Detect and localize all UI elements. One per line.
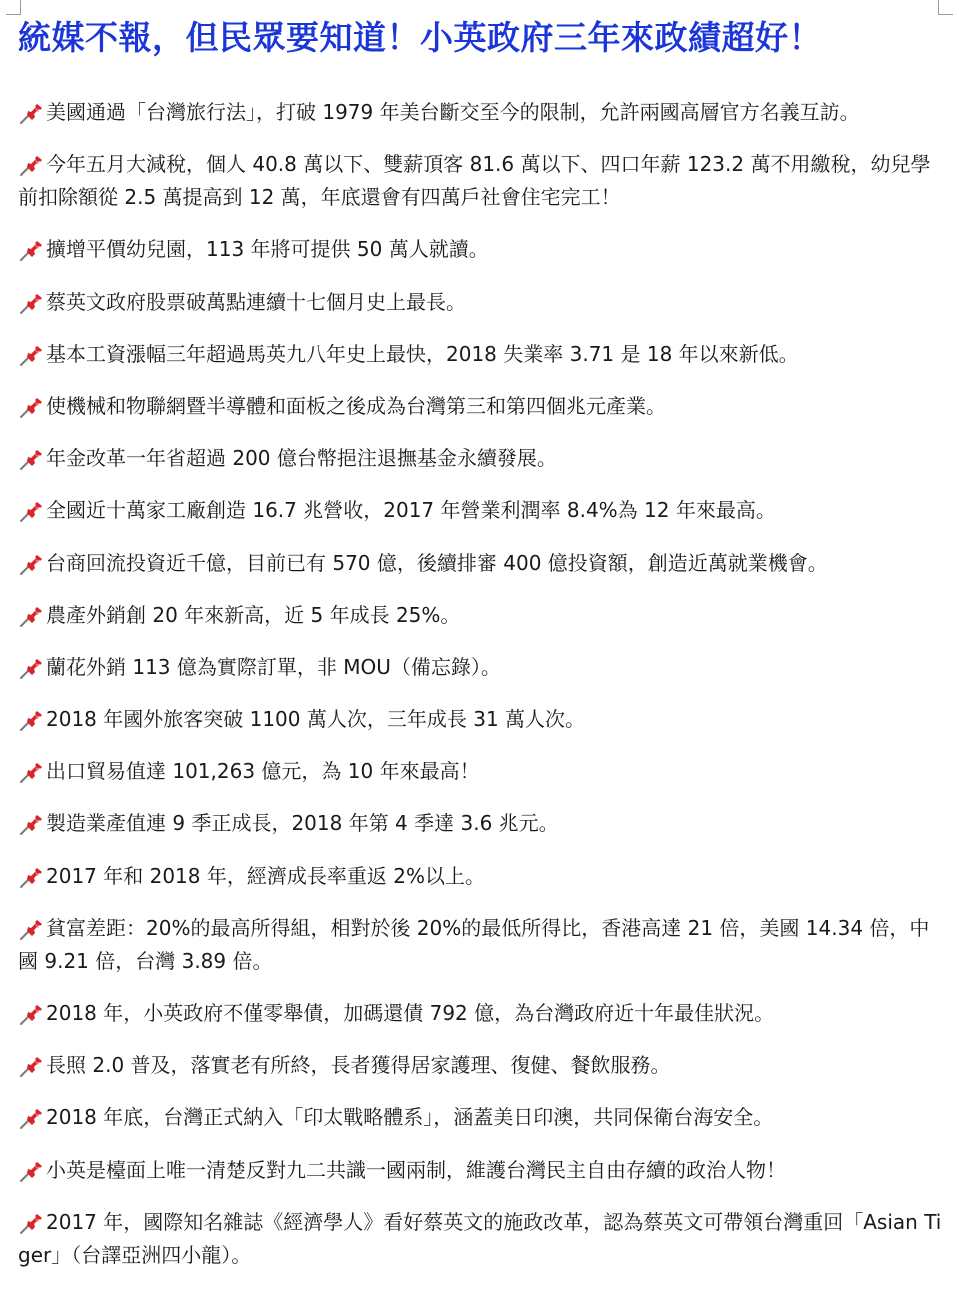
list-item-text: 2017 年和 2018 年，經濟成長率重返 2%以上。 [46,863,485,888]
list-item-text: 長照 2.0 普及，落實老有所終，長者獲得居家護理、復健、餐飲服務。 [46,1053,671,1078]
list-item [18,703,943,736]
pushpin-icon [18,239,44,261]
list-item [18,390,943,423]
pushpin-icon [18,154,44,176]
page-title: 統媒不報，但民眾要知道！小英政府三年來政績超好！ [18,18,822,57]
list-item-text: 2018 年，小英政府不僅零舉債，加碼還債 792 億，為台灣政府近十年最佳狀況。 [46,1001,775,1025]
pushpin-icon [18,657,44,679]
list-item-text: 擴增平價幼兒園，113 年將可提供 50 萬人就讀。 [46,237,489,262]
pushpin-icon [18,1003,44,1025]
list-item [18,912,943,978]
list-item [18,860,943,893]
list-item [18,1206,943,1272]
list-item [18,1049,943,1082]
list-item [18,547,943,580]
achievement-list [18,96,943,1272]
pushpin-icon [18,292,44,314]
pushpin-icon [18,102,44,124]
list-item-text: 美國通過「台灣旅行法」，打破 1979 年美台斷交至今的限制，允許兩國高層官方名義互訪。 [46,100,860,124]
pushpin-icon [18,709,44,731]
crop-mark-left [6,0,21,15]
list-item-text: 農產外銷創 20 年來新高，近 5 年成長 25%。 [46,602,461,627]
list-item-text: 貧富差距：20%的最高所得組，相對於後 20%的最低所得比，香港高達 21 倍，美國 14.34 倍，中國 9.21 倍，台灣 3.89 倍。 [18,915,930,973]
list-item-text: 蘭花外銷 113 億為實際訂單，非 MOU（備忘錄）。 [46,654,501,679]
list-item [18,494,943,527]
list-item-text: 使機械和物聯網暨半導體和面板之後成為台灣第三和第四個兆元產業。 [46,393,666,418]
list-item [18,807,943,840]
pushpin-icon [18,396,44,418]
list-item-text: 2018 年底，台灣正式納入「印太戰略體系」，涵蓋美日印澳，共同保衛台海安全。 [46,1105,774,1130]
crop-mark-right [938,0,953,15]
list-item [18,442,943,475]
list-item-text: 出口貿易值達 101,263 億元，為 10 年來最高！ [46,759,480,784]
list-item [18,755,943,788]
pushpin-icon [18,344,44,366]
list-item [18,286,943,319]
list-item [18,148,943,214]
list-item-text: 蔡英文政府股票破萬點連續十七個月史上最長。 [46,289,466,314]
list-item [18,1154,943,1187]
list-item-text: 今年五月大減稅，個人 40.8 萬以下、雙薪頂客 81.6 萬以下、四口年薪 123.2 萬不用繳稅，幼兒學前扣除額從 2.5 萬提高到 12 萬，年底還會有四萬戶社會住宅完工！ [18,152,931,210]
list-item [18,651,943,684]
list-item-text: 基本工資漲幅三年超過馬英九八年史上最快，2018 失業率 3.71 是 18 年以來新低。 [46,341,799,366]
pushpin-icon [18,918,44,940]
pushpin-icon [18,500,44,522]
pushpin-icon [18,813,44,835]
list-item-text: 小英是檯面上唯一清楚反對九二共識一國兩制，維護台灣民主自由存續的政治人物！ [46,1157,786,1182]
document-page [18,14,943,1291]
pushpin-icon [18,605,44,627]
pushpin-icon [18,1107,44,1129]
pushpin-icon [18,1212,44,1234]
list-item [18,96,943,129]
list-item-text: 製造業產值連 9 季正成長，2018 年第 4 季達 3.6 兆元。 [46,811,559,836]
pushpin-icon [18,448,44,470]
list-item-text: 台商回流投資近千億，目前已有 570 億，後續排審 400 億投資額，創造近萬就業機會。 [46,550,828,575]
list-item-text: 年金改革一年省超過 200 億台幣挹注退撫基金永續發展。 [46,446,557,471]
list-item [18,1101,943,1134]
list-item [18,338,943,371]
list-item-text: 2017 年，國際知名雜誌《經濟學人》看好蔡英文的施政改革，認為蔡英文可帶領台灣重回「Asian Tiger」（台譯亞洲四小龍）。 [18,1209,942,1267]
list-item-text: 全國近十萬家工廠創造 16.7 兆營收，2017 年營業利潤率 8.4%為 12 年來最高。 [46,498,776,523]
pushpin-icon [18,553,44,575]
pushpin-icon [18,866,44,888]
pushpin-icon [18,1160,44,1182]
pushpin-icon [18,761,44,783]
list-item [18,599,943,632]
pushpin-icon [18,1055,44,1077]
list-item-text: 2018 年國外旅客突破 1100 萬人次，三年成長 31 萬人次。 [46,707,586,732]
list-item [18,997,943,1030]
list-item [18,233,943,266]
